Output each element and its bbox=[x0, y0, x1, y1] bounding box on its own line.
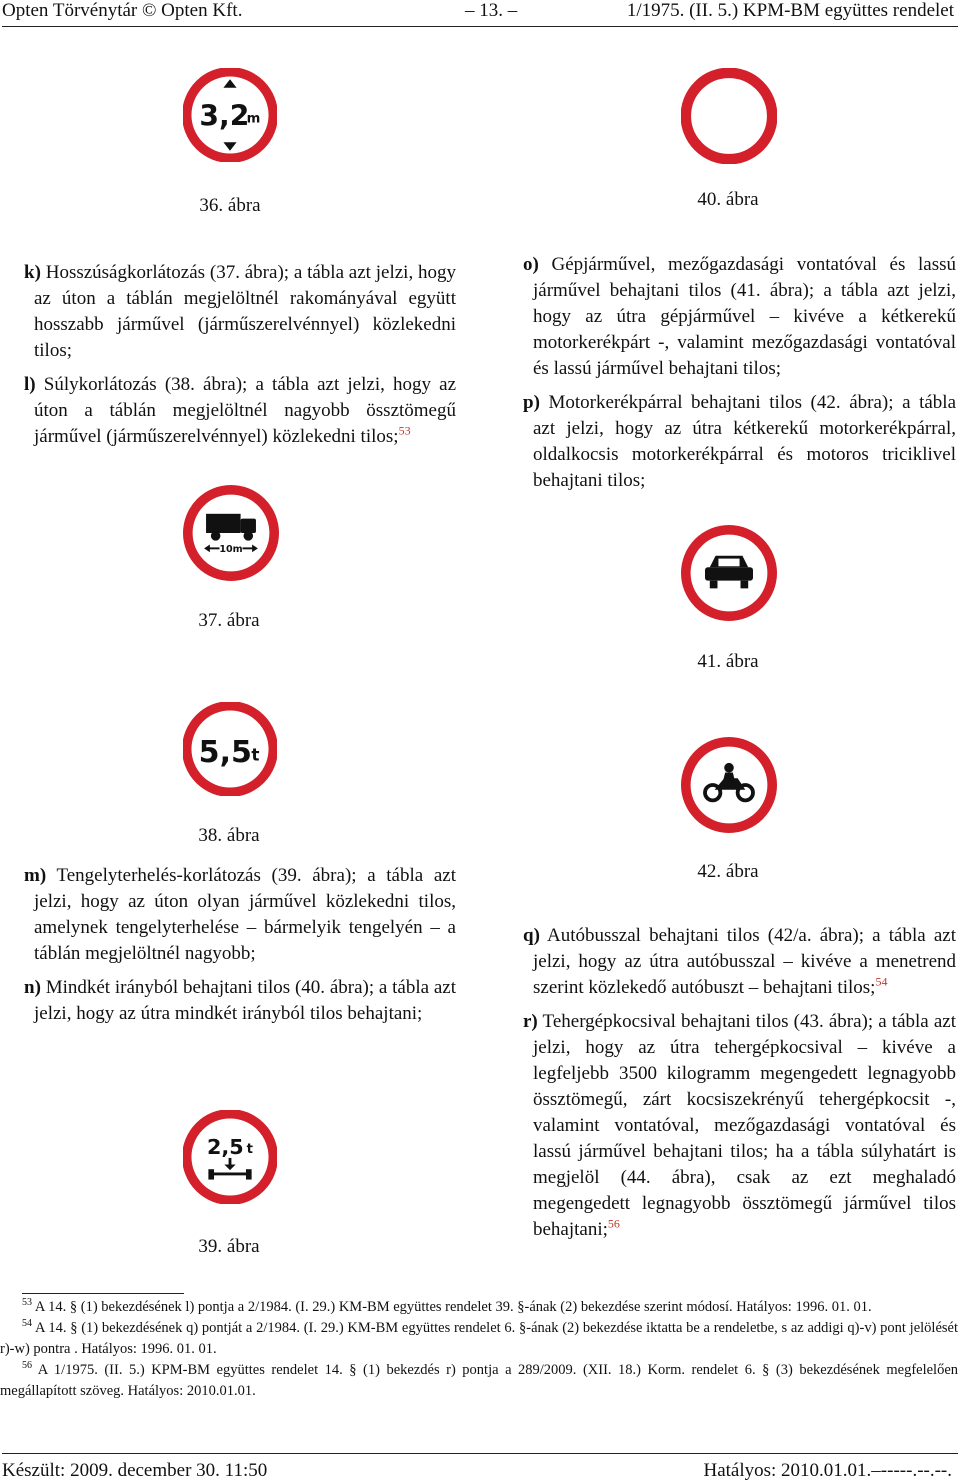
paragraph-text: Mindkét irányból behajtani tilos (40. ábra); a tábla azt jelzi, hogy az útra mindkét irányból tilos behajtani; bbox=[34, 977, 456, 1024]
paragraph-text: Tehergépkocsival behajtani tilos (43. ábra); a tábla azt jelzi, hogy az útra tehergépkocsival – kivéve a legfeljebb 3500 kilogramm megengedett legnagyobb össztömegű, zárt kocsiszekrényű tehergépkocsit -, valamint vontatóval, mezőgazdasági vontatóval és lassú járművel behajtani tilos; ha a tábla súlyhatárt is megjelöl (44. ábra), csak az ezt meghaladó megengedett legnagyobb össztömegű járművel tilos behajtani; bbox=[533, 1011, 956, 1240]
text-column-right-bottom bbox=[523, 923, 956, 1243]
length-limit-sign-icon bbox=[183, 485, 279, 581]
axle-load-limit-sign-icon bbox=[183, 1110, 277, 1204]
footnote-54 bbox=[0, 1318, 958, 1360]
paragraph-text: Gépjárművel, mezőgazdasági vontatóval és lassú járművel behajtani tilos (41. ábra); a tábla azt jelzi, hogy az útra gépjárművel – kivéve a kétkerekű motorkerékpárt -, valamint mezőgazdasági vontatóval és lassú járművel behajtani tilos; bbox=[533, 254, 957, 379]
no-motorcycles-sign-icon bbox=[681, 737, 777, 833]
paragraph-q bbox=[523, 923, 956, 1001]
figure-caption: 39. ábra bbox=[198, 1236, 260, 1257]
paragraph-label: k) bbox=[24, 262, 41, 283]
header-document-title: 1/1975. (II. 5.) KPM-BM együttes rendelet bbox=[626, 0, 954, 21]
paragraph-m bbox=[24, 863, 456, 967]
paragraph-text: Súlykorlátozás (38. ábra); a tábla azt jelzi, hogy az úton a táblán megjelöltnél nagyobb össztömegű járművel (járműszerelvénnyel) közlekedni tilos; bbox=[34, 374, 456, 447]
height-limit-sign-icon bbox=[183, 68, 277, 162]
weight-limit-sign-icon bbox=[183, 702, 277, 796]
figure-caption: 36. ábra bbox=[199, 195, 261, 216]
sign-value-text: 3,2 bbox=[199, 99, 250, 133]
paragraph-label: q) bbox=[523, 925, 540, 946]
figure-caption: 41. ábra bbox=[697, 651, 759, 672]
sign-unit-text: m bbox=[246, 111, 261, 127]
footnote-53 bbox=[0, 1297, 958, 1318]
footnote-ref[interactable]: 53 bbox=[398, 423, 411, 438]
footnote-text: A 14. § (1) bekezdésének q) pontját a 2/1984. (I. 29.) KM-BM együttes rendelet 6. §-ának (2) bekezdése iktatta be a rendeletbe, s az addigi q)-v) pont jelölését r)-w) pontra . Hatályos: 1996. 01. 01. bbox=[0, 1320, 958, 1357]
paragraph-label: n) bbox=[24, 977, 41, 998]
no-vehicles-sign-icon bbox=[681, 68, 777, 164]
paragraph-l bbox=[24, 372, 456, 450]
text-column-left-top bbox=[24, 260, 457, 450]
sign-value-text: 2,5 bbox=[206, 1135, 244, 1160]
paragraph-n bbox=[24, 975, 456, 1027]
footnote-ref[interactable]: 54 bbox=[875, 974, 888, 989]
footnote-number: 53 bbox=[22, 1297, 32, 1309]
text-column-right-top bbox=[523, 252, 957, 494]
paragraph-r bbox=[523, 1009, 956, 1243]
no-motor-vehicles-sign-icon bbox=[681, 525, 777, 621]
header-rule bbox=[2, 26, 958, 27]
footer-rule bbox=[2, 1453, 958, 1454]
text-column-left-bottom bbox=[24, 863, 456, 1027]
paragraph-o bbox=[523, 252, 957, 382]
sign-unit-text: t bbox=[251, 744, 260, 765]
paragraph-p bbox=[523, 390, 957, 494]
header-publisher: Opten Törvénytár © Opten Kft. bbox=[2, 0, 243, 21]
paragraph-label: r) bbox=[523, 1011, 538, 1032]
paragraph-text: Autóbusszal behajtani tilos (42/a. ábra); a tábla azt jelzi, hogy az útra autóbusszal – kivéve a menetrend szerint közlekedő autóbuszt – behajtani tilos; bbox=[533, 925, 956, 998]
footnote-number: 54 bbox=[22, 1318, 32, 1330]
footnote-text: A 1/1975. (II. 5.) KPM-BM együttes rendelet 14. § (1) bekezdés r) pontja a 289/2009. (XII. 18.) Korm. rendelet 6. § (3) bekezdésének megfelelően megállapított szöveg. Hatályos: 2010.01.01. bbox=[0, 1362, 959, 1399]
paragraph-k bbox=[24, 260, 457, 364]
paragraph-text: Tengelyterhelés-korlátozás (39. ábra); a tábla azt jelzi, hogy az úton olyan járművel közlekedni tilos, amelynek tengelyterhelése – bármelyik tengelyén – a táblán megjelöltnél nagyobb; bbox=[34, 865, 456, 964]
paragraph-text: Hosszúságkorlátozás (37. ábra); a tábla azt jelzi, hogy az úton a táblán megjelöltnél rakományával együtt hosszabb járművel (járműszerelvénnyel) közlekedni tilos; bbox=[34, 262, 457, 361]
footnote-ref[interactable]: 56 bbox=[607, 1216, 620, 1231]
paragraph-text: Motorkerékpárral behajtani tilos (42. ábra); a tábla azt jelzi, hogy az útra kétkerekű motorkerékpárral, oldalkocsis motorkerékpárral és motoros triciklivel behajtani tilos; bbox=[533, 392, 957, 491]
sign-value-text: 5,5 bbox=[198, 735, 252, 771]
footer-created: Készült: 2009. december 30. 11:50 bbox=[2, 1460, 268, 1481]
sign-value-text: 10m bbox=[219, 544, 243, 556]
footer-effective: Hatályos: 2010.01.01.–-----.--.--. bbox=[703, 1460, 952, 1481]
paragraph-label: l) bbox=[24, 374, 36, 395]
footnotes bbox=[0, 1297, 958, 1402]
header-page-number: – 13. – bbox=[465, 0, 518, 21]
figure-caption: 42. ábra bbox=[697, 861, 759, 882]
paragraph-label: o) bbox=[523, 254, 539, 275]
figure-caption: 38. ábra bbox=[198, 825, 260, 846]
figure-caption: 37. ábra bbox=[198, 610, 260, 631]
paragraph-label: m) bbox=[24, 865, 47, 886]
footnote-number: 56 bbox=[22, 1360, 32, 1372]
paragraph-label: p) bbox=[523, 392, 540, 413]
page-header bbox=[0, 0, 960, 26]
footnote-text: A 14. § (1) bekezdésének l) pontja a 2/1984. (I. 29.) KM-BM együttes rendelet 39. §-ának (2) bekezdése szerint módosí. Hatályos: 1996. 01. 01. bbox=[34, 1299, 872, 1315]
sign-unit-text: t bbox=[246, 1142, 253, 1158]
footnote-separator bbox=[22, 1293, 184, 1294]
figure-caption: 40. ábra bbox=[697, 189, 759, 210]
footnote-56 bbox=[0, 1360, 958, 1402]
